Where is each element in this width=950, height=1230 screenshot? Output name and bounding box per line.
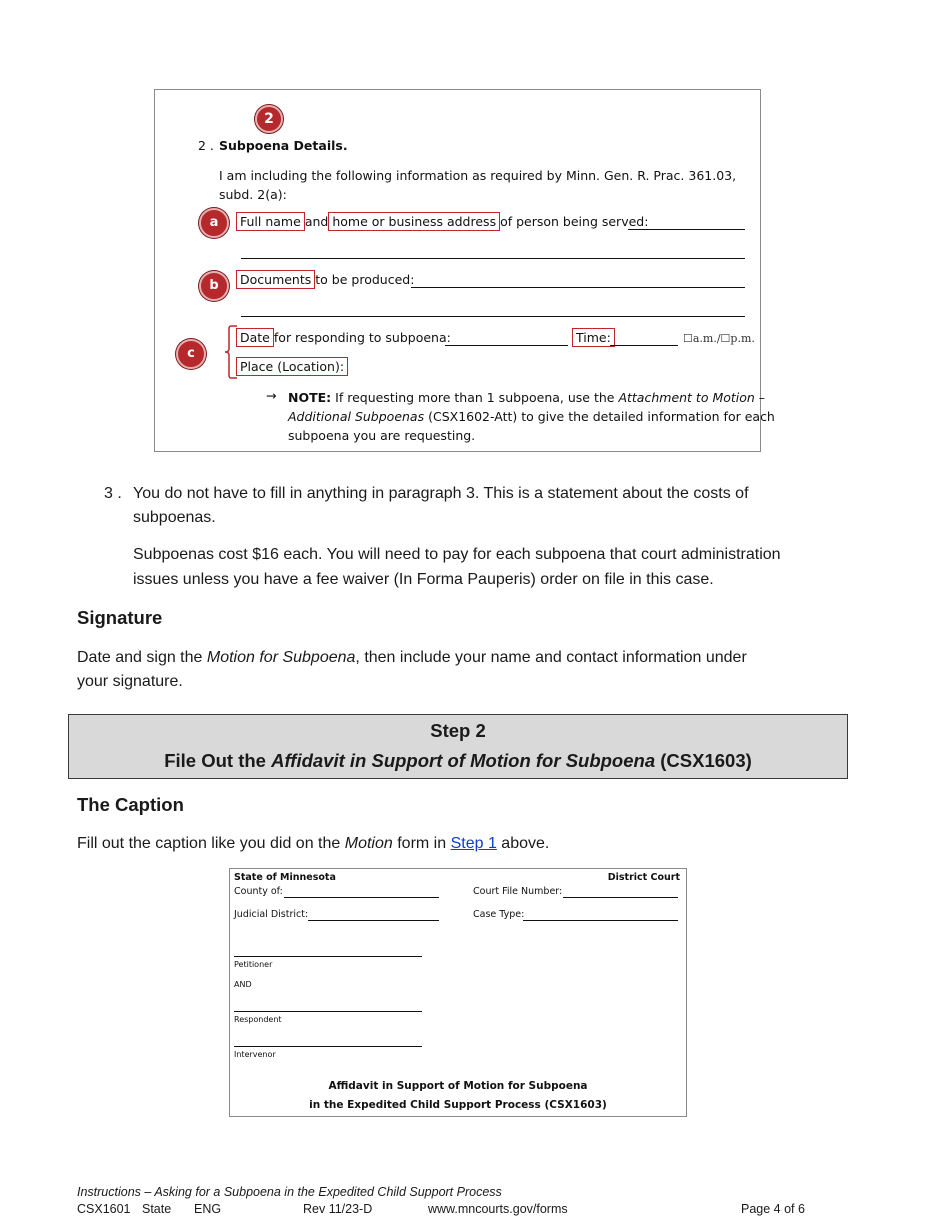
county-line: [284, 897, 439, 898]
caption-text-mid: form in: [397, 835, 447, 852]
signature-line-2: your signature.: [77, 673, 183, 690]
file-number-line: [563, 897, 678, 898]
caption-instruction: [77, 832, 549, 856]
caption-text-italic: Motion: [344, 835, 393, 852]
place-highlight: Place (Location):: [236, 357, 348, 376]
footer-lang: ENG: [194, 1202, 222, 1216]
intro-line-2: subd. 2(a):: [219, 187, 287, 202]
time-line: [610, 345, 678, 346]
step-2-badge: 2: [255, 105, 283, 133]
cost-line-2: issues unless you have a fee waiver (In Forma Pauperis) order on file in this case.: [133, 571, 714, 588]
respondent-line: [234, 1011, 422, 1012]
section-title: Subpoena Details.: [219, 138, 348, 153]
note-label: NOTE:: [288, 390, 332, 405]
note-block: [288, 388, 775, 445]
full-name-highlight: Full name: [236, 212, 305, 231]
note-italic-2: Additional Subpoenas: [288, 409, 425, 424]
affidavit-title-1: Affidavit in Support of Motion for Subpoena: [328, 1080, 588, 1092]
item-3-number: 3 .: [104, 485, 122, 502]
district-label: Judicial District:: [234, 909, 309, 920]
served-line-2: [241, 258, 745, 259]
served-suffix: of person being served:: [500, 214, 649, 229]
badge-c: c: [176, 339, 206, 369]
petitioner-label: Petitioner: [234, 960, 273, 969]
signature-line-1: [77, 646, 747, 670]
county-label: County of:: [234, 886, 283, 897]
note-arrow-icon: →: [266, 388, 277, 403]
file-number-label: Court File Number:: [473, 886, 563, 897]
responding-suffix: for responding to subpoena:: [273, 330, 451, 345]
case-type-line: [523, 920, 678, 921]
subpoena-details-figure: [154, 89, 775, 452]
petitioner-line: [234, 956, 422, 957]
caption-figure: [229, 868, 687, 1117]
footer-code: CSX1601: [77, 1202, 131, 1216]
footer-url: www.mncourts.gov/forms: [428, 1202, 568, 1216]
row-b: [236, 272, 414, 287]
step-2-banner: [68, 714, 848, 779]
note-text-1: If requesting more than 1 subpoena, use the: [335, 390, 615, 405]
intro-line-1: I am including the following information as required by Minn. Gen. R. Prac. 361.03,: [219, 168, 737, 183]
intervenor-line: [234, 1046, 422, 1047]
cost-line-1: Subpoenas cost $16 each. You will need to pay for each subpoena that court administration: [133, 546, 781, 563]
step-2-title: Step 2: [430, 720, 486, 741]
badge-a: a: [199, 208, 229, 238]
district-line: [308, 920, 439, 921]
signature-text-pre: Date and sign the: [77, 649, 203, 666]
case-type-label: Case Type:: [473, 909, 525, 920]
produced-suffix: to be produced:: [315, 272, 415, 287]
caption-text-pre: Fill out the caption like you did on the: [77, 835, 341, 852]
produced-line-2: [241, 316, 745, 317]
address-highlight: home or business address: [328, 212, 500, 231]
row-c-place: [236, 359, 348, 374]
and-text: and: [304, 214, 329, 229]
footer-state: State: [142, 1202, 172, 1216]
court-label: District Court: [607, 872, 680, 883]
documents-highlight: Documents: [236, 270, 315, 289]
item-3-line-1: You do not have to fill in anything in paragraph 3. This is a statement about the costs of: [133, 485, 749, 502]
signature-text-italic: Motion for Subpoena: [206, 649, 356, 666]
ampm-text: ☐a.m./☐p.m.: [683, 332, 755, 345]
date-line: [445, 345, 568, 346]
row-c-date: [236, 330, 451, 345]
step-1-link[interactable]: Step 1: [450, 835, 497, 852]
note-italic-1: Attachment to Motion –: [618, 390, 766, 405]
and-label: AND: [234, 980, 252, 989]
row-a: [236, 214, 648, 229]
note-text-2: (CSX1602-Att) to give the detailed information for each: [428, 409, 775, 424]
date-highlight: Date: [236, 328, 274, 347]
step-2-subtitle: [69, 746, 847, 776]
step-2-post: (CSX1603): [660, 750, 752, 771]
item-3-line-2: subpoenas.: [133, 509, 216, 526]
intervenor-label: Intervenor: [234, 1050, 276, 1059]
step-2-pre: File Out the: [164, 750, 266, 771]
time-highlight: Time:: [572, 328, 615, 347]
produced-line: [411, 287, 745, 288]
served-line: [628, 229, 745, 230]
item-number: 2 .: [198, 138, 214, 153]
footer-page: Page 4 of 6: [741, 1202, 805, 1216]
caption-heading: The Caption: [77, 794, 184, 815]
respondent-label: Respondent: [234, 1015, 282, 1024]
badge-b: b: [199, 271, 229, 301]
state-label: State of Minnesota: [234, 872, 336, 883]
caption-text-post: above.: [501, 835, 550, 852]
signature-heading: Signature: [77, 607, 163, 628]
footer-title: Instructions – Asking for a Subpoena in the Expedited Child Support Process: [77, 1185, 502, 1199]
note-text-3: subpoena you are requesting.: [288, 428, 476, 443]
signature-text-post: , then include your name and contact information under: [355, 649, 747, 666]
step-2-italic: Affidavit in Support of Motion for Subpoena: [271, 750, 656, 771]
time-highlight-wrap: [572, 330, 615, 345]
footer-rev: Rev 11/23-D: [303, 1202, 373, 1216]
affidavit-title-2: in the Expedited Child Support Process (CSX1603): [309, 1099, 607, 1111]
